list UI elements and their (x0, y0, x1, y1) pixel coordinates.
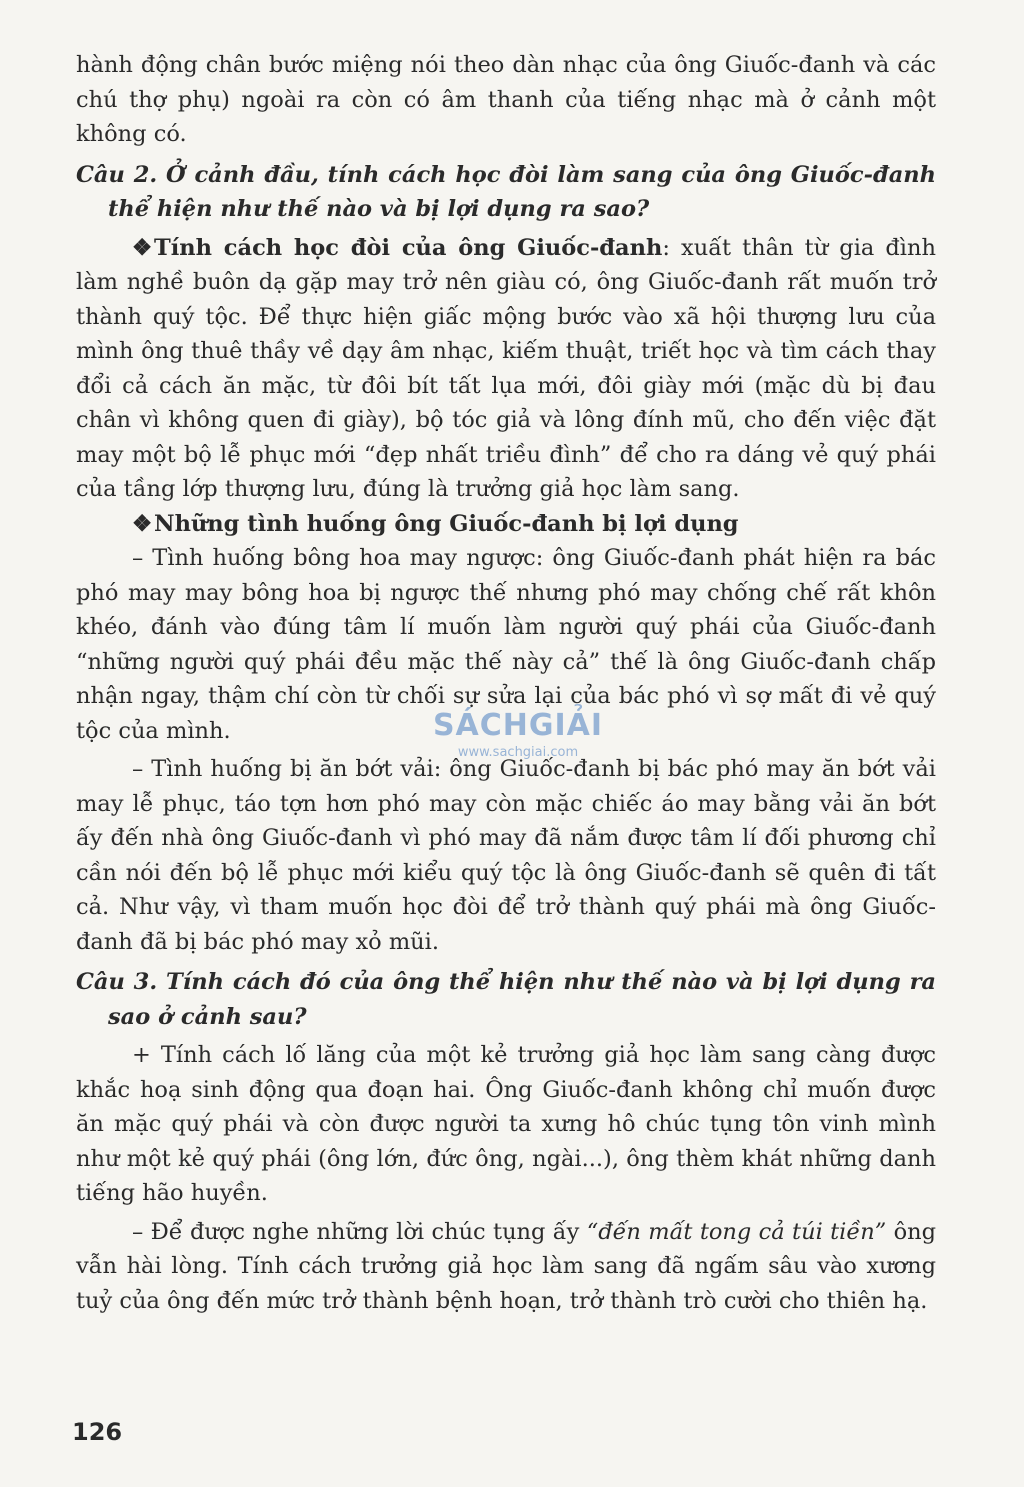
paragraph-flower-situation: – Tình huống bông hoa may ngược: ông Giuốc-đanh phát hiện ra bác phó may may bông hoa bị ngược thế nhưng phó may chống chế rất khôn khéo, đánh vào đúng tâm lí muốn làm người quý phái của Giuốc-đanh “những người quý phái đều mặc thế này cả” thế là ông Giuốc-đanh chấp nhận ngay, thậm chí còn từ chối sự sửa lại của bác phó vì sợ mất đi vẻ quý tộc của mình. (76, 545, 936, 744)
conclusion-start: – Để được nghe những lời chúc tụng ấy (132, 1218, 587, 1245)
paragraph-second-scene: + Tính cách lố lăng của một kẻ trưởng giả học làm sang càng được khắc hoạ sinh động qua đoạn hai. Ông Giuốc-đanh không chỉ muốn được ăn mặc quý phái và còn được người ta xưng hô chúc tụng tôn vinh mình như một kẻ quý phái (ông lớn, đức ông, ngài...), ông thèm khát những danh tiếng hão huyền. (76, 1042, 936, 1206)
watermark-url: www.sachgiai.com (457, 745, 579, 760)
bullet-situations (76, 507, 936, 542)
diamond-bullet-icon: ❖ (132, 234, 153, 261)
bullet-body-trait: : xuất thân từ gia đình làm nghề buôn dạ gặp may trở nên giàu có, ông Giuốc-đanh rất muốn trở thành quý tộc. Để thực hiện giấc mộng bước vào xã hội thượng lưu của mình ông thuê thầy về dạy âm nhạc, kiếm thuật, triết học và tìm cách thay đổi cả cách ăn mặc, từ đôi bít tất lụa mới, đôi giày mới (mặc dù bị đau chân vì không quen đi giày), bộ tóc giả và lông đính mũ, cho đến việc đặt may một bộ lễ phục mới “đẹp nhất triều đình” để cho ra dáng vẻ quý phái của tầng lớp thượng lưu, đúng là trưởng giả học làm sang. (76, 234, 936, 502)
paragraph-fabric-situation: – Tình huống bị ăn bớt vải: ông Giuốc-đanh bị bác phó may ăn bớt vải may lễ phục, táo tợn hơn phó may còn mặc chiếc áo may bằng vải ăn bớt ấy đến nhà ông Giuốc-đanh vì phó may đã nắm được tâm lí đối phương chỉ cần nói đến bộ lễ phục mới kiểu quý tộc là ông Giuốc-đanh sẽ quên đi tất cả. Như vậy, vì tham muốn học đòi để trở thành quý phái mà ông Giuốc-đanh đã bị bác phó may xỏ mũi. (76, 756, 936, 955)
diamond-bullet-icon: ❖ (132, 510, 153, 537)
conclusion-quote: “đến mất tong cả túi tiền” (586, 1218, 887, 1245)
paragraph-conclusion (76, 1215, 936, 1319)
bullet-character-trait (76, 231, 936, 507)
page-content (76, 48, 936, 1318)
question-3: Câu 3. Tính cách đó của ông thể hiện như thế nào và bị lợi dụng ra sao ở cảnh sau? (76, 969, 936, 1030)
watermark-logo: SÁCHGIẢI (432, 708, 604, 743)
paragraph-intro: hành động chân bước miệng nói theo dàn nhạc của ông Giuốc-đanh và các chú thợ phụ) ngoài ra còn có âm thanh của tiếng nhạc mà ở cảnh một không có. (76, 52, 936, 147)
question-2: Câu 2. Ở cảnh đầu, tính cách học đòi làm sang của ông Giuốc-đanh thể hiện như thế nào và bị lợi dụng ra sao? (76, 161, 936, 222)
conclusion-end: ông vẫn hài lòng. Tính cách trưởng giả học làm sang đã ngấm sâu vào xương tuỷ của ông đến mức trở thành bệnh hoạn, trở thành trò cười cho thiên hạ. (76, 1218, 937, 1314)
bullet-heading-situations: Những tình huống ông Giuốc-đanh bị lợi dụng (154, 510, 739, 537)
page-number: 126 (72, 1418, 123, 1446)
bullet-heading-trait: Tính cách học đòi của ông Giuốc-đanh (154, 234, 663, 261)
